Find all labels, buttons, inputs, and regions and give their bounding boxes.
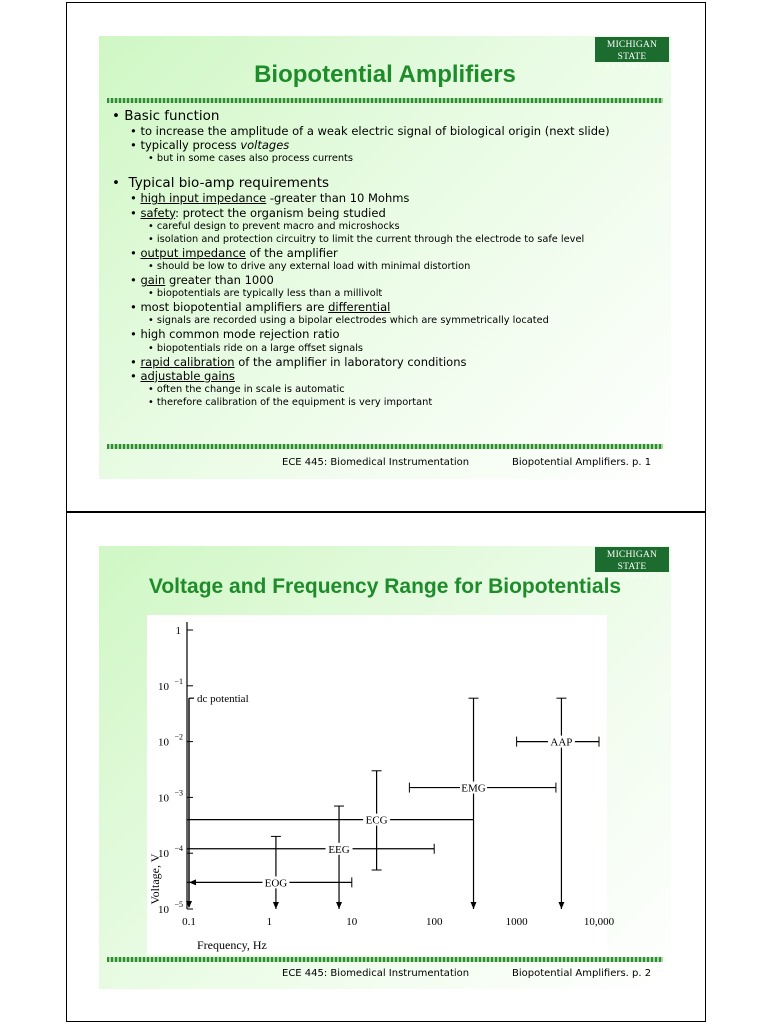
y-tick-exponent: −3 — [174, 788, 183, 798]
bullet-text: Typical bio-amp requirements — [128, 175, 330, 192]
bullet-level2: • output impedance of the amplifier — [130, 245, 338, 260]
x-axis-label: Frequency, Hz — [197, 938, 267, 952]
bullet-text: signals are recorded using a bipolar electrodes which are symmetrically located — [156, 315, 549, 327]
aap-label: AAP — [550, 736, 573, 749]
eeg-label: EEG — [328, 843, 350, 856]
y-tick-label: 1 — [175, 625, 181, 637]
eog-freq-arrow — [189, 879, 196, 885]
bullet-underlined: adjustable gains — [140, 368, 235, 383]
y-tick-exponent: −1 — [174, 676, 183, 686]
bullet-level2: • high common mode rejection ratio — [130, 327, 340, 342]
eeg-volt-arrow — [336, 902, 342, 909]
bullet-emphasis: voltages — [240, 138, 290, 153]
slide-page-2 — [66, 512, 706, 1022]
bullet-level1: • Typical bio-amp requirements — [112, 175, 330, 192]
bullet-level3: • therefore calibration of the equipment is very important — [148, 397, 433, 409]
bullet-level3: • isolation and protection circuitry to limit the current through the electrode to safe level — [148, 233, 585, 245]
bullet-text: typically process — [140, 138, 241, 153]
bullet-text: of the amplifier in laboratory conditions — [234, 354, 467, 369]
decorative-divider — [107, 444, 663, 449]
y-tick-exponent: −4 — [174, 844, 183, 854]
bullet-level3: • but in some cases also process currents — [148, 153, 354, 165]
emg-volt-arrow — [471, 902, 477, 909]
bullet-level3: • biopotentials are typically less than a millivolt — [148, 288, 383, 300]
y-axis-label: Voltage, V — [148, 853, 162, 905]
aap-volt-arrow — [558, 902, 564, 909]
bullet-text: most biopotential amplifiers are — [140, 300, 329, 315]
biopotential-range-chart — [147, 615, 615, 955]
bullet-underlined: differential — [328, 300, 391, 315]
bullet-text: : protect the organism being studied — [175, 205, 386, 220]
y-tick-exponent: −5 — [174, 900, 183, 909]
bullet-underlined: high input impedance — [140, 191, 267, 206]
bullet-level2: • safety: protect the organism being studied — [130, 205, 386, 220]
y-tick-label: 10 — [158, 848, 169, 861]
msu-logo — [595, 37, 669, 70]
bullet-text: careful design to prevent macro and microshocks — [156, 220, 400, 232]
emg-label: EMG — [461, 782, 486, 795]
dc-potential-label: dc potential — [197, 693, 249, 706]
bullet-level3: • often the change in scale is automatic — [148, 384, 345, 396]
logo-line-1: MICHIGAN STATE — [606, 40, 658, 62]
bullet-list — [112, 108, 672, 409]
bullet-level2: • to increase the amplitude of a weak electric signal of biological origin (next slide) — [130, 124, 610, 138]
x-tick-label: 1000 — [505, 916, 528, 928]
bullet-level2: • typically process voltages — [130, 138, 290, 153]
bullet-text: often the change in scale is automatic — [156, 384, 345, 396]
bullet-text: -greater than 10 Mohms — [266, 191, 410, 206]
bullet-text: to increase the amplitude of a weak electric signal of biological origin (next slide) — [140, 124, 610, 138]
bullet-text: isolation and protection circuitry to limit the current through the electrode to safe level — [156, 233, 585, 245]
bullet-level3: • signals are recorded using a bipolar electrodes which are symmetrically located — [148, 315, 549, 327]
bullet-text: of the amplifier — [245, 245, 338, 260]
bullet-level2: • adjustable gains — [130, 368, 235, 383]
x-tick-label: 1 — [266, 916, 273, 928]
slide-page-1 — [66, 2, 706, 512]
y-tick-label: 10 — [158, 680, 169, 693]
y-tick-label: 10 — [158, 792, 169, 805]
bullet-level3: • should be low to drive any external load with minimal distortion — [148, 261, 471, 273]
bullet-text: greater than 1000 — [165, 273, 274, 288]
bullet-underlined: safety — [140, 205, 176, 220]
chart-svg — [147, 615, 615, 955]
bullet-level2: • high input impedance -greater than 10 Mohms — [130, 191, 410, 206]
bullet-level2: • rapid calibration of the amplifier in laboratory conditions — [130, 354, 467, 369]
bullet-level2: • most biopotential amplifiers are differential — [130, 300, 391, 315]
bullet-text: Basic function — [124, 108, 220, 124]
bullet-text: high common mode rejection ratio — [140, 327, 340, 342]
footer-course: ECE 445: Biomedical Instrumentation — [282, 968, 470, 979]
slide-title: Voltage and Frequency Range for Biopotentials — [148, 575, 622, 598]
bullet-text: therefore calibration of the equipment is very important — [156, 397, 433, 409]
footer-course: ECE 445: Biomedical Instrumentation — [282, 457, 470, 468]
logo-line-1: MICHIGAN STATE — [606, 550, 658, 572]
logo-line-2: UNIVERSITY — [598, 574, 666, 580]
slide-title: Biopotential Amplifiers — [254, 61, 516, 88]
bullet-text: should be low to drive any external load with minimal distortion — [156, 261, 471, 273]
bullet-text: but in some cases also process currents — [156, 153, 354, 165]
y-tick-exponent: −2 — [174, 732, 183, 742]
x-tick-label: 0.1 — [182, 916, 196, 928]
bullet-underlined: gain — [140, 273, 166, 288]
eog-volt-arrow — [273, 902, 279, 909]
bullet-level3: • biopotentials ride on a large offset signals — [148, 342, 364, 354]
bullet-level1: • Basic function — [112, 108, 220, 124]
bullet-level2: • gain greater than 1000 — [130, 273, 274, 288]
bullet-underlined: rapid calibration — [140, 354, 235, 369]
ecg-label: ECG — [365, 814, 388, 827]
bullet-underlined: output impedance — [140, 245, 246, 260]
bullet-text: biopotentials are typically less than a millivolt — [156, 288, 383, 300]
bullet-level3: • careful design to prevent macro and microshocks — [148, 220, 400, 232]
y-tick-label: 10 — [158, 736, 169, 749]
y-tick-label: 10 — [158, 904, 169, 916]
x-tick-label: 100 — [425, 916, 443, 928]
x-tick-label: 10 — [346, 916, 358, 928]
footer-page-number: Biopotential Amplifiers. p. 2 — [512, 968, 652, 979]
bullet-text: biopotentials ride on a large offset signals — [156, 342, 364, 354]
decorative-divider — [107, 98, 663, 103]
decorative-divider — [107, 957, 663, 962]
msu-logo — [595, 547, 669, 580]
footer-page-number: Biopotential Amplifiers. p. 1 — [512, 457, 652, 468]
logo-line-2: UNIVERSITY — [598, 64, 666, 70]
x-tick-label: 10,000 — [583, 916, 615, 928]
eog-label: EOG — [264, 877, 288, 890]
